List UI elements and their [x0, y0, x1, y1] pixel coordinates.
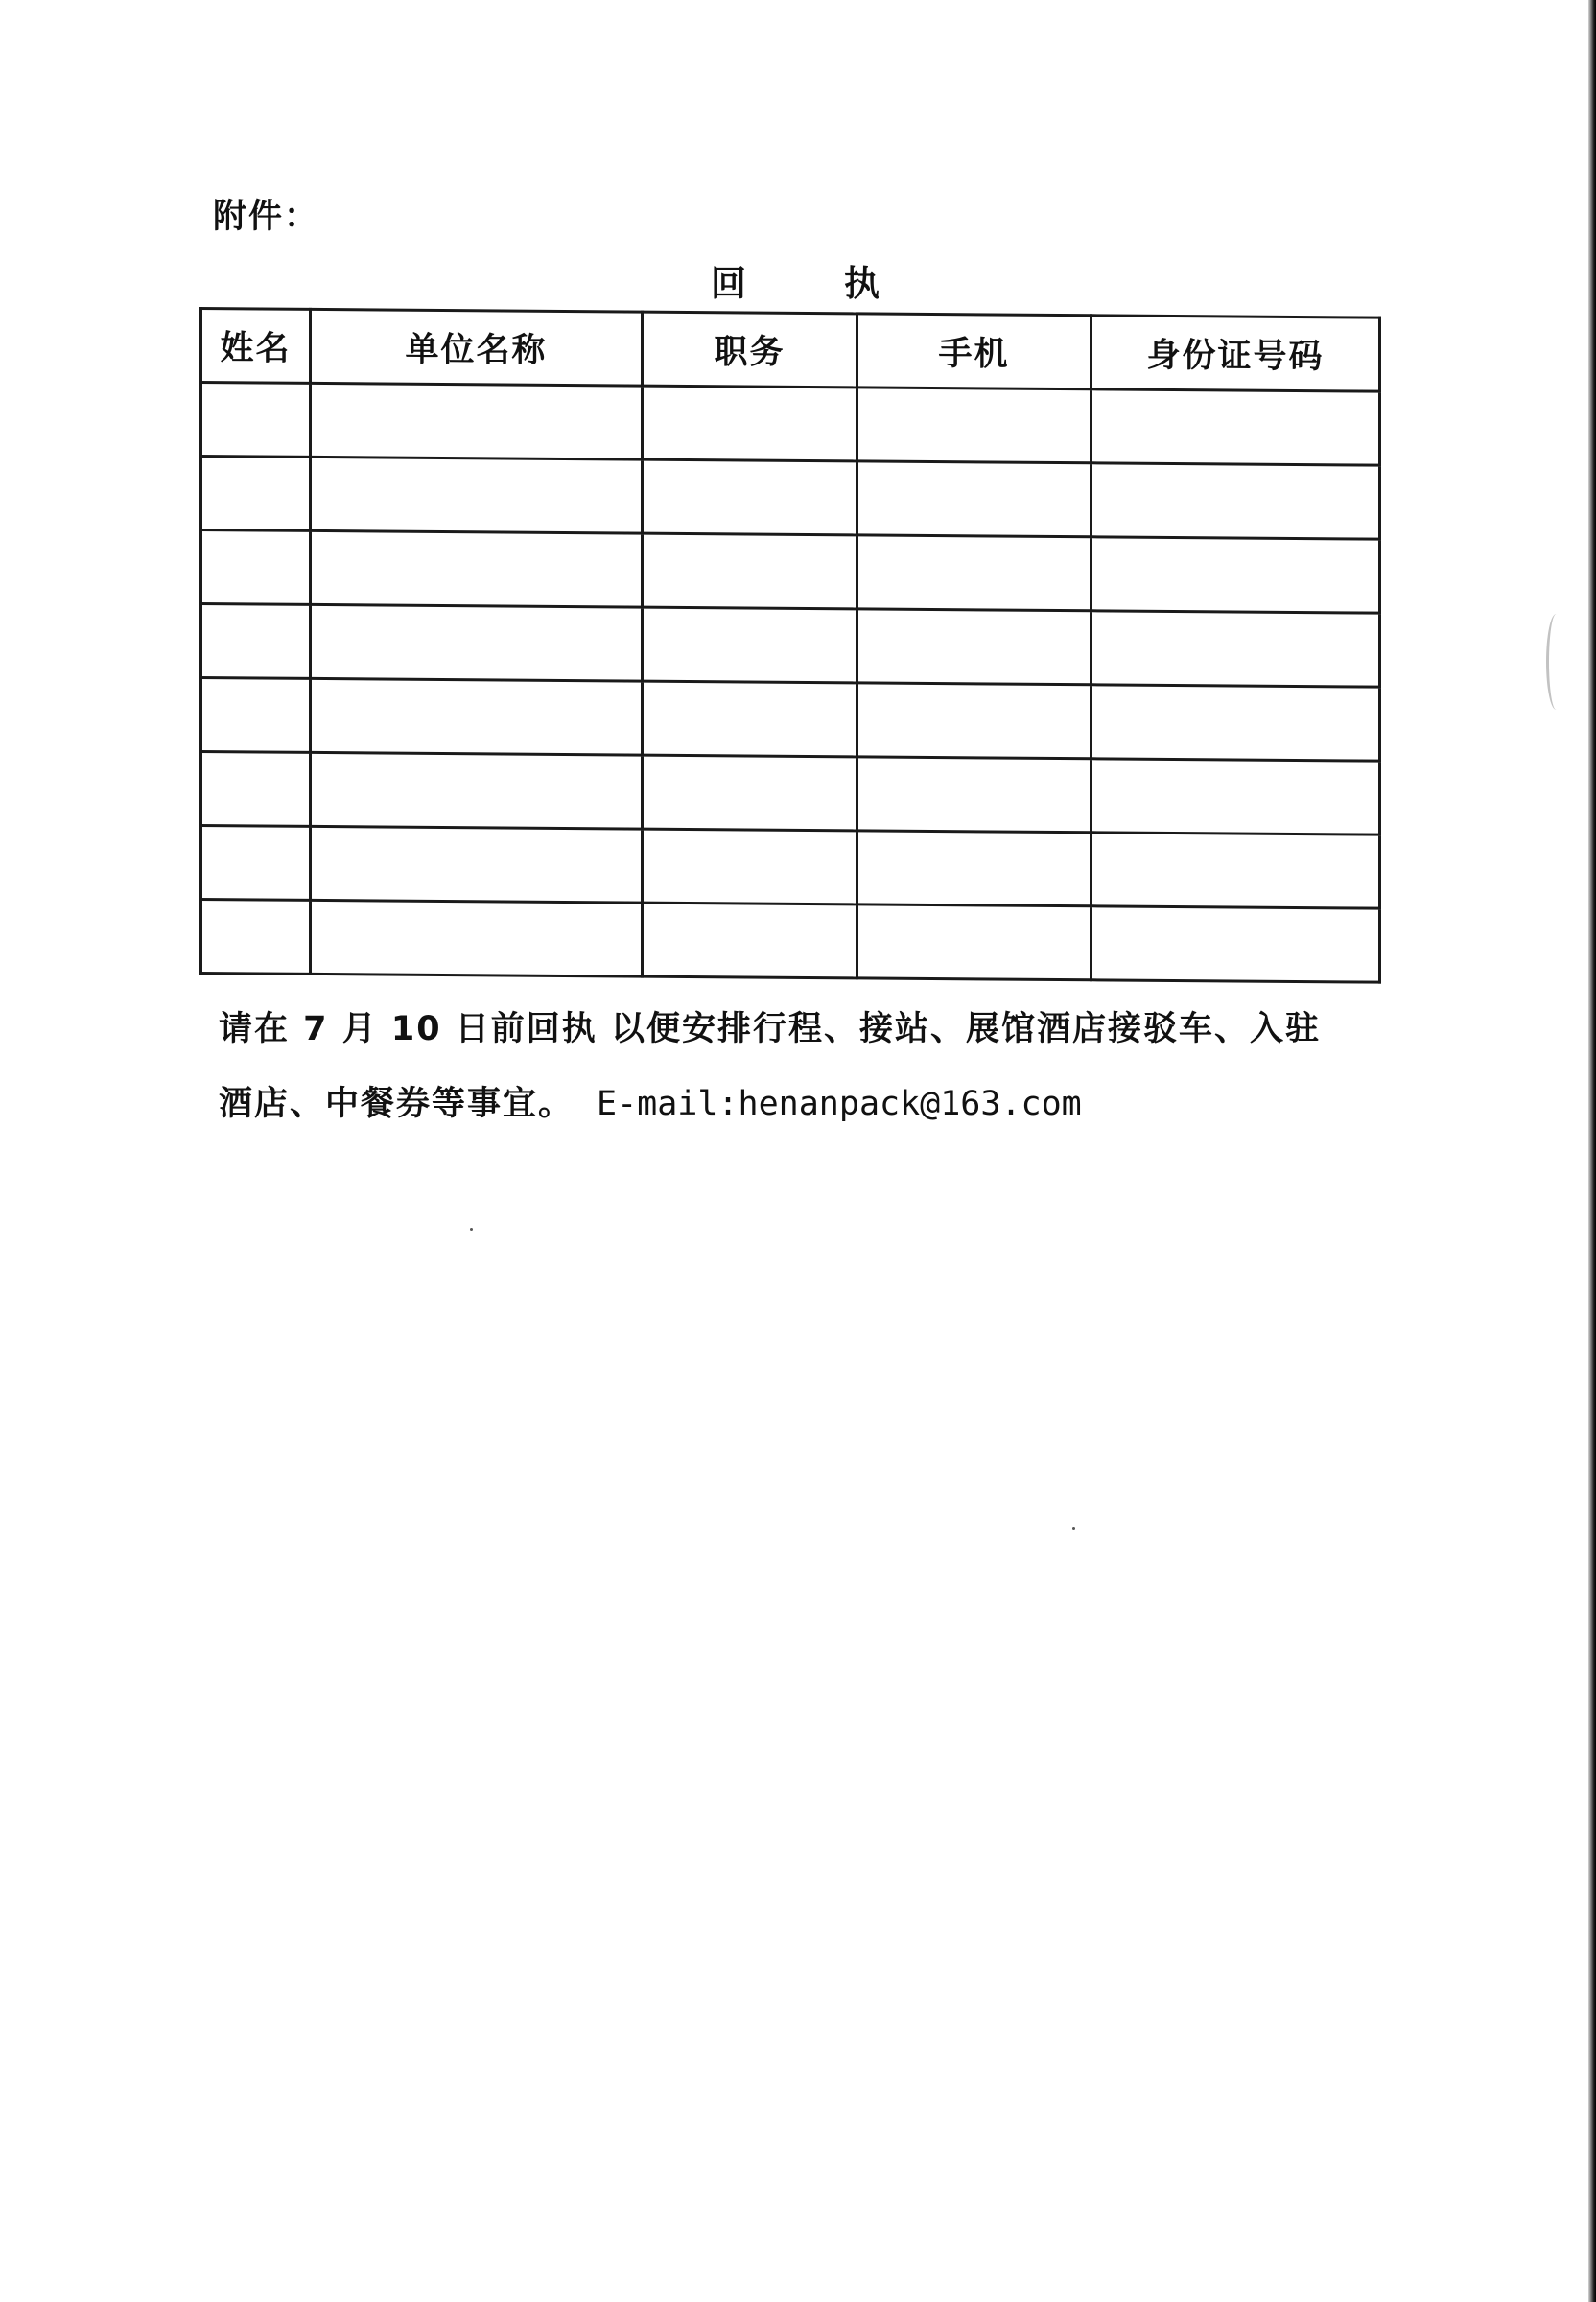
table-cell[interactable] [857, 904, 1091, 980]
table-cell[interactable] [857, 831, 1091, 906]
table-cell[interactable] [201, 678, 311, 753]
attachment-label: 附件： [213, 198, 320, 236]
table-cell[interactable] [1091, 833, 1380, 908]
table-cell[interactable] [311, 383, 643, 459]
table-cell[interactable] [643, 681, 857, 757]
table-cell[interactable] [643, 607, 857, 683]
note-line-2 [219, 1077, 1082, 1125]
table-row [201, 900, 1380, 983]
header-position: 职务 [643, 312, 857, 388]
table-cell[interactable] [643, 829, 857, 904]
table-cell[interactable] [857, 757, 1091, 833]
title-char-2: 执 [844, 263, 881, 304]
table-cell[interactable] [1091, 389, 1380, 465]
table-cell[interactable] [201, 900, 311, 975]
table-cell[interactable] [311, 457, 643, 533]
table-cell[interactable] [1091, 463, 1380, 539]
table-row [201, 678, 1380, 762]
table-cell[interactable] [1091, 759, 1380, 834]
scan-speck [1072, 1527, 1075, 1530]
table-cell[interactable] [201, 604, 311, 679]
table-cell[interactable] [201, 530, 311, 605]
table-row [201, 604, 1380, 688]
table-cell[interactable] [1091, 537, 1380, 613]
table-body [201, 383, 1380, 983]
table-cell[interactable] [643, 903, 857, 978]
table-cell[interactable] [1091, 685, 1380, 761]
scan-edge-shadow [1588, 0, 1596, 2302]
table-cell[interactable] [201, 826, 311, 901]
table-cell[interactable] [1091, 611, 1380, 687]
email-address: E-mail:henanpack@163.com [597, 1085, 1082, 1123]
table-cell[interactable] [857, 388, 1091, 463]
table-cell[interactable] [643, 386, 857, 461]
scan-speck [470, 1228, 473, 1231]
table-cell[interactable] [857, 683, 1091, 759]
header-mobile: 手机 [857, 314, 1091, 389]
title-char-1: 回 [711, 263, 748, 304]
table-cell[interactable] [311, 678, 643, 755]
table-cell[interactable] [857, 461, 1091, 537]
receipt-table [200, 307, 1381, 984]
header-organization: 单位名称 [311, 309, 643, 386]
table-cell[interactable] [643, 533, 857, 609]
table-cell[interactable] [201, 383, 311, 458]
table-cell[interactable] [201, 752, 311, 827]
paper-curl-mark [1546, 614, 1566, 710]
header-name: 姓名 [201, 309, 311, 384]
table-row [201, 826, 1380, 909]
table-cell[interactable] [1091, 906, 1380, 982]
table-row [201, 383, 1380, 466]
table-row [201, 457, 1380, 540]
note-line-1: 请在 7 月 10 日前回执 以便安排行程、接站、展馆酒店接驳车、入驻 [219, 1010, 1321, 1048]
table-header-row [201, 309, 1380, 392]
table-cell[interactable] [857, 535, 1091, 611]
table-cell[interactable] [643, 755, 857, 831]
table-cell[interactable] [311, 752, 643, 829]
table-cell[interactable] [201, 457, 311, 531]
table-row [201, 752, 1380, 835]
note-line-2-text: 酒店、中餐券等事宜。 [219, 1085, 575, 1123]
document-title [671, 254, 921, 306]
table-cell[interactable] [311, 530, 643, 607]
table-row [201, 530, 1380, 614]
table-cell[interactable] [857, 609, 1091, 685]
table-cell[interactable] [311, 900, 643, 976]
table-cell[interactable] [311, 826, 643, 903]
table-cell[interactable] [311, 604, 643, 681]
table-cell[interactable] [643, 459, 857, 535]
header-id-number: 身份证号码 [1091, 316, 1380, 391]
